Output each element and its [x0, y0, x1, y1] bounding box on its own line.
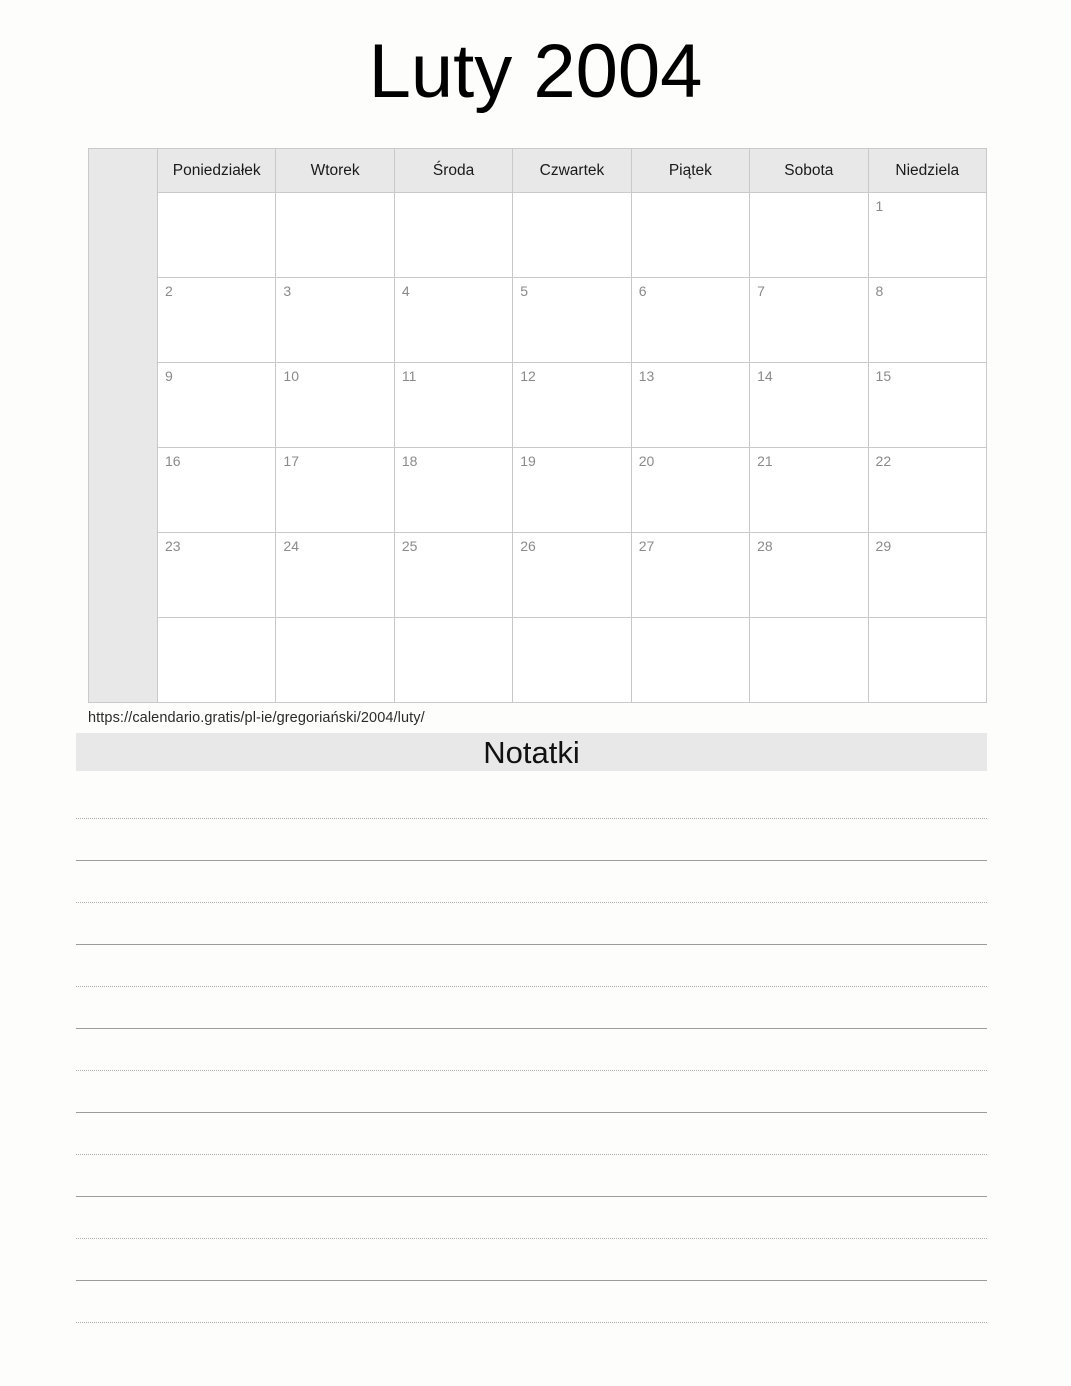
calendar-week-row — [89, 363, 987, 448]
page-title: Luty 2004 — [368, 29, 703, 114]
day-number — [632, 618, 749, 624]
calendar-week-row — [89, 278, 987, 363]
day-number — [632, 193, 749, 199]
day-cell[interactable] — [158, 533, 276, 618]
day-number — [750, 193, 867, 199]
day-cell[interactable] — [158, 193, 276, 278]
day-number: 10 — [283, 368, 299, 384]
day-cell[interactable] — [750, 618, 868, 703]
weekday-header-5: Sobota — [750, 149, 868, 193]
day-cell[interactable] — [631, 618, 749, 703]
day-number — [513, 193, 630, 199]
calendar-header-row — [89, 149, 987, 193]
weekday-header-4: Piątek — [631, 149, 749, 193]
day-number: 1 — [875, 198, 884, 214]
day-number: 19 — [520, 453, 536, 469]
day-number — [276, 618, 393, 624]
day-number: 3 — [283, 283, 292, 299]
day-cell[interactable] — [158, 278, 276, 363]
day-number: 11 — [401, 368, 417, 384]
calendar-left-spacer — [89, 149, 158, 703]
note-line[interactable] — [76, 1071, 987, 1113]
weekday-header-6: Niedziela — [868, 149, 986, 193]
day-number: 4 — [401, 283, 410, 299]
day-cell[interactable] — [394, 363, 512, 448]
day-number: 2 — [165, 283, 173, 299]
day-cell[interactable] — [631, 278, 749, 363]
day-number: 5 — [520, 283, 529, 299]
day-cell[interactable] — [276, 618, 394, 703]
day-cell[interactable] — [631, 448, 749, 533]
note-line[interactable] — [76, 777, 987, 819]
day-cell[interactable] — [158, 448, 276, 533]
notes-lines — [76, 771, 987, 1323]
day-cell[interactable] — [750, 533, 868, 618]
day-number: 25 — [401, 538, 418, 554]
day-cell[interactable] — [513, 193, 631, 278]
day-cell[interactable] — [394, 193, 512, 278]
day-number: 17 — [283, 453, 299, 469]
day-number: 12 — [520, 368, 536, 384]
calendar-week-row — [89, 193, 987, 278]
day-number: 20 — [638, 453, 655, 469]
day-number: 16 — [165, 453, 181, 469]
day-number — [395, 618, 512, 624]
note-line[interactable] — [76, 945, 987, 987]
day-cell[interactable] — [868, 363, 986, 448]
day-cell[interactable] — [631, 193, 749, 278]
day-number: 18 — [401, 453, 418, 469]
day-number: 7 — [757, 283, 765, 299]
day-cell[interactable] — [750, 363, 868, 448]
source-url[interactable]: https://calendario.gratis/pl-ie/gregoriański/2004/luty/ — [88, 710, 425, 726]
day-number: 21 — [757, 453, 773, 469]
note-line[interactable] — [76, 1281, 987, 1323]
day-number: 13 — [638, 368, 655, 384]
day-number: 26 — [520, 538, 536, 554]
day-cell[interactable] — [631, 533, 749, 618]
day-number: 14 — [757, 368, 773, 384]
day-number: 15 — [875, 368, 892, 384]
note-line[interactable] — [76, 1239, 987, 1281]
day-cell[interactable] — [394, 448, 512, 533]
day-cell[interactable] — [394, 533, 512, 618]
day-cell[interactable] — [513, 448, 631, 533]
day-number: 24 — [283, 538, 299, 554]
day-cell[interactable] — [750, 193, 868, 278]
calendar-table — [88, 148, 987, 703]
day-number — [750, 618, 867, 624]
day-cell[interactable] — [868, 278, 986, 363]
day-cell[interactable] — [750, 448, 868, 533]
day-cell[interactable] — [276, 278, 394, 363]
calendar-container — [0, 148, 1071, 703]
day-cell[interactable] — [868, 533, 986, 618]
day-number: 28 — [757, 538, 773, 554]
day-number — [158, 193, 275, 199]
day-cell[interactable] — [158, 618, 276, 703]
weekday-header-3: Czwartek — [513, 149, 631, 193]
day-cell[interactable] — [276, 533, 394, 618]
day-number — [276, 193, 393, 199]
day-number — [158, 618, 275, 624]
day-number — [395, 193, 512, 199]
note-line[interactable] — [76, 819, 987, 861]
weekday-header-2: Środa — [394, 149, 512, 193]
day-number — [513, 618, 630, 624]
day-number: 8 — [875, 283, 884, 299]
day-number — [869, 618, 986, 624]
day-cell[interactable] — [513, 618, 631, 703]
day-cell[interactable] — [868, 618, 986, 703]
day-cell[interactable] — [868, 193, 986, 278]
day-number: 27 — [638, 538, 655, 554]
weekday-header-0: Poniedziałek — [158, 149, 276, 193]
day-cell[interactable] — [394, 618, 512, 703]
note-line[interactable] — [76, 987, 987, 1029]
day-cell[interactable] — [276, 193, 394, 278]
note-line[interactable] — [76, 1197, 987, 1239]
day-cell[interactable] — [276, 448, 394, 533]
calendar-week-row — [89, 618, 987, 703]
day-cell[interactable] — [631, 363, 749, 448]
day-number: 9 — [165, 368, 173, 384]
day-cell[interactable] — [513, 278, 631, 363]
weekday-header-1: Wtorek — [276, 149, 394, 193]
day-cell[interactable] — [750, 278, 868, 363]
note-line[interactable] — [76, 1029, 987, 1071]
day-cell[interactable] — [276, 363, 394, 448]
day-number: 29 — [875, 538, 892, 554]
day-cell[interactable] — [868, 448, 986, 533]
day-cell[interactable] — [513, 363, 631, 448]
day-number: 23 — [165, 538, 181, 554]
note-line[interactable] — [76, 861, 987, 903]
calendar-week-row — [89, 448, 987, 533]
notes-header — [76, 733, 987, 771]
day-cell[interactable] — [158, 363, 276, 448]
day-number: 22 — [875, 453, 892, 469]
day-cell[interactable] — [394, 278, 512, 363]
note-line[interactable] — [76, 1155, 987, 1197]
calendar-week-row — [89, 533, 987, 618]
note-line[interactable] — [76, 903, 987, 945]
notes-title: Notatki — [483, 734, 580, 770]
day-number: 6 — [638, 283, 647, 299]
day-cell[interactable] — [513, 533, 631, 618]
note-line[interactable] — [76, 1113, 987, 1155]
